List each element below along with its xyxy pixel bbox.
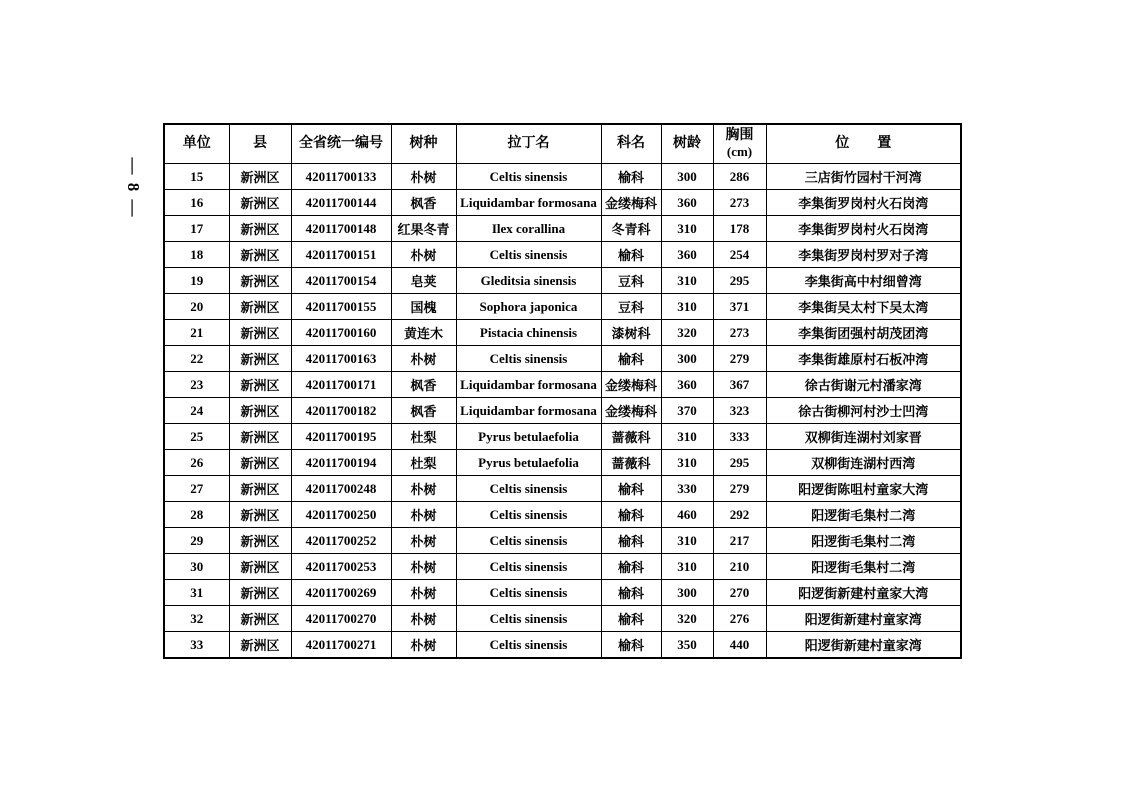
cell-girth: 178 [713, 216, 766, 242]
cell-unit: 26 [164, 450, 229, 476]
cell-girth: 273 [713, 320, 766, 346]
cell-girth: 286 [713, 164, 766, 190]
cell-location: 阳逻街毛集村二湾 [766, 528, 961, 554]
cell-location: 阳逻街新建村童家湾 [766, 606, 961, 632]
table-row [164, 268, 961, 294]
cell-province-id: 42011700133 [291, 164, 391, 190]
header-girth-label: 胸围 [725, 128, 754, 144]
cell-latin-name: Pyrus betulaefolia [456, 450, 601, 476]
cell-family: 蔷薇科 [601, 424, 661, 450]
cell-girth: 295 [713, 268, 766, 294]
cell-girth: 371 [713, 294, 766, 320]
header-girth-unit: (cm) [726, 143, 753, 159]
cell-girth: 270 [713, 580, 766, 606]
table-row [164, 580, 961, 606]
cell-location: 阳逻街陈咀村童家大湾 [766, 476, 961, 502]
cell-unit: 30 [164, 554, 229, 580]
table-row [164, 606, 961, 632]
table-row [164, 502, 961, 528]
cell-girth: 210 [713, 554, 766, 580]
cell-county: 新洲区 [229, 398, 291, 424]
table-row [164, 424, 961, 450]
cell-family: 榆科 [601, 580, 661, 606]
cell-location: 徐古街柳河村沙士凹湾 [766, 398, 961, 424]
cell-unit: 17 [164, 216, 229, 242]
cell-tree-age: 350 [661, 632, 713, 659]
cell-county: 新洲区 [229, 450, 291, 476]
cell-latin-name: Celtis sinensis [456, 242, 601, 268]
cell-province-id: 42011700252 [291, 528, 391, 554]
cell-girth: 440 [713, 632, 766, 659]
cell-tree-age: 360 [661, 190, 713, 216]
table-header-row [164, 124, 961, 164]
cell-latin-name: Celtis sinensis [456, 476, 601, 502]
cell-county: 新洲区 [229, 294, 291, 320]
cell-species: 朴树 [391, 632, 456, 659]
table-row [164, 476, 961, 502]
table-row [164, 632, 961, 659]
cell-county: 新洲区 [229, 528, 291, 554]
cell-tree-age: 300 [661, 346, 713, 372]
cell-county: 新洲区 [229, 502, 291, 528]
table-row [164, 320, 961, 346]
cell-county: 新洲区 [229, 320, 291, 346]
cell-species: 朴树 [391, 528, 456, 554]
cell-location: 李集街罗岗村火石岗湾 [766, 190, 961, 216]
cell-tree-age: 310 [661, 268, 713, 294]
header-province-id: 全省统一编号 [291, 124, 391, 164]
cell-species: 国槐 [391, 294, 456, 320]
cell-unit: 21 [164, 320, 229, 346]
cell-county: 新洲区 [229, 242, 291, 268]
cell-girth: 279 [713, 476, 766, 502]
cell-family: 漆树科 [601, 320, 661, 346]
table-row [164, 164, 961, 190]
cell-latin-name: Pyrus betulaefolia [456, 424, 601, 450]
cell-province-id: 42011700269 [291, 580, 391, 606]
cell-unit: 32 [164, 606, 229, 632]
table-row [164, 528, 961, 554]
cell-tree-age: 330 [661, 476, 713, 502]
cell-unit: 22 [164, 346, 229, 372]
cell-unit: 23 [164, 372, 229, 398]
cell-province-id: 42011700270 [291, 606, 391, 632]
cell-tree-age: 320 [661, 606, 713, 632]
cell-family: 豆科 [601, 268, 661, 294]
cell-latin-name: Celtis sinensis [456, 606, 601, 632]
cell-tree-age: 310 [661, 424, 713, 450]
cell-family: 金缕梅科 [601, 398, 661, 424]
table-row [164, 216, 961, 242]
cell-family: 豆科 [601, 294, 661, 320]
cell-girth: 367 [713, 372, 766, 398]
cell-province-id: 42011700171 [291, 372, 391, 398]
cell-latin-name: Ilex corallina [456, 216, 601, 242]
cell-tree-age: 310 [661, 554, 713, 580]
cell-latin-name: Gleditsia sinensis [456, 268, 601, 294]
header-location: 位 置 [766, 124, 961, 164]
cell-county: 新洲区 [229, 190, 291, 216]
cell-unit: 16 [164, 190, 229, 216]
cell-family: 冬青科 [601, 216, 661, 242]
cell-species: 枫香 [391, 190, 456, 216]
table-row [164, 242, 961, 268]
cell-tree-age: 370 [661, 398, 713, 424]
cell-latin-name: Celtis sinensis [456, 502, 601, 528]
cell-family: 榆科 [601, 554, 661, 580]
cell-province-id: 42011700253 [291, 554, 391, 580]
cell-province-id: 42011700271 [291, 632, 391, 659]
cell-tree-age: 300 [661, 580, 713, 606]
cell-latin-name: Liquidambar formosana [456, 190, 601, 216]
cell-province-id: 42011700160 [291, 320, 391, 346]
cell-species: 杜梨 [391, 450, 456, 476]
header-species: 树种 [391, 124, 456, 164]
cell-family: 榆科 [601, 346, 661, 372]
cell-family: 榆科 [601, 476, 661, 502]
cell-unit: 18 [164, 242, 229, 268]
cell-family: 金缕梅科 [601, 190, 661, 216]
cell-county: 新洲区 [229, 632, 291, 659]
table-row [164, 554, 961, 580]
cell-province-id: 42011700194 [291, 450, 391, 476]
cell-unit: 20 [164, 294, 229, 320]
cell-latin-name: Pistacia chinensis [456, 320, 601, 346]
cell-girth: 217 [713, 528, 766, 554]
cell-location: 李集街罗岗村火石岗湾 [766, 216, 961, 242]
cell-latin-name: Celtis sinensis [456, 554, 601, 580]
cell-county: 新洲区 [229, 554, 291, 580]
cell-latin-name: Celtis sinensis [456, 164, 601, 190]
cell-county: 新洲区 [229, 580, 291, 606]
cell-family: 榆科 [601, 502, 661, 528]
table-body [164, 164, 961, 659]
header-latin-name: 拉丁名 [456, 124, 601, 164]
cell-county: 新洲区 [229, 268, 291, 294]
cell-family: 榆科 [601, 528, 661, 554]
cell-province-id: 42011700154 [291, 268, 391, 294]
cell-girth: 276 [713, 606, 766, 632]
cell-county: 新洲区 [229, 476, 291, 502]
header-county: 县 [229, 124, 291, 164]
cell-latin-name: Liquidambar formosana [456, 398, 601, 424]
cell-unit: 27 [164, 476, 229, 502]
cell-tree-age: 360 [661, 242, 713, 268]
cell-unit: 24 [164, 398, 229, 424]
cell-county: 新洲区 [229, 216, 291, 242]
table-row [164, 294, 961, 320]
cell-species: 枫香 [391, 372, 456, 398]
cell-unit: 33 [164, 632, 229, 659]
cell-province-id: 42011700151 [291, 242, 391, 268]
cell-province-id: 42011700148 [291, 216, 391, 242]
cell-girth: 254 [713, 242, 766, 268]
cell-girth: 292 [713, 502, 766, 528]
ancient-trees-table [163, 123, 962, 659]
cell-location: 李集街团强村胡茂团湾 [766, 320, 961, 346]
cell-species: 朴树 [391, 242, 456, 268]
cell-unit: 31 [164, 580, 229, 606]
cell-location: 双柳街连湖村刘家晋 [766, 424, 961, 450]
cell-location: 阳逻街毛集村二湾 [766, 554, 961, 580]
cell-latin-name: Celtis sinensis [456, 346, 601, 372]
cell-location: 阳逻街新建村童家湾 [766, 632, 961, 659]
cell-unit: 25 [164, 424, 229, 450]
cell-county: 新洲区 [229, 372, 291, 398]
cell-unit: 29 [164, 528, 229, 554]
cell-county: 新洲区 [229, 164, 291, 190]
cell-location: 李集街雄原村石板冲湾 [766, 346, 961, 372]
cell-family: 蔷薇科 [601, 450, 661, 476]
cell-tree-age: 310 [661, 450, 713, 476]
table-row [164, 450, 961, 476]
cell-location: 李集街高中村细曾湾 [766, 268, 961, 294]
cell-girth: 279 [713, 346, 766, 372]
cell-family: 榆科 [601, 632, 661, 659]
cell-location: 阳逻街新建村童家大湾 [766, 580, 961, 606]
cell-species: 黄连木 [391, 320, 456, 346]
cell-county: 新洲区 [229, 424, 291, 450]
cell-province-id: 42011700248 [291, 476, 391, 502]
cell-latin-name: Celtis sinensis [456, 528, 601, 554]
header-family: 科名 [601, 124, 661, 164]
cell-province-id: 42011700144 [291, 190, 391, 216]
cell-species: 杜梨 [391, 424, 456, 450]
header-unit: 单位 [164, 124, 229, 164]
cell-province-id: 42011700163 [291, 346, 391, 372]
cell-tree-age: 320 [661, 320, 713, 346]
cell-unit: 15 [164, 164, 229, 190]
cell-province-id: 42011700182 [291, 398, 391, 424]
cell-unit: 28 [164, 502, 229, 528]
cell-species: 朴树 [391, 476, 456, 502]
cell-species: 朴树 [391, 502, 456, 528]
cell-family: 榆科 [601, 606, 661, 632]
cell-tree-age: 310 [661, 294, 713, 320]
cell-species: 朴树 [391, 606, 456, 632]
header-tree-age: 树龄 [661, 124, 713, 164]
cell-tree-age: 360 [661, 372, 713, 398]
table-row [164, 190, 961, 216]
table-row [164, 346, 961, 372]
table-row [164, 372, 961, 398]
cell-location: 李集街罗岗村罗对子湾 [766, 242, 961, 268]
cell-location: 阳逻街毛集村二湾 [766, 502, 961, 528]
cell-latin-name: Sophora japonica [456, 294, 601, 320]
cell-latin-name: Celtis sinensis [456, 580, 601, 606]
cell-province-id: 42011700195 [291, 424, 391, 450]
cell-girth: 295 [713, 450, 766, 476]
cell-species: 红果冬青 [391, 216, 456, 242]
cell-girth: 273 [713, 190, 766, 216]
cell-girth: 333 [713, 424, 766, 450]
cell-tree-age: 300 [661, 164, 713, 190]
cell-county: 新洲区 [229, 606, 291, 632]
cell-tree-age: 310 [661, 216, 713, 242]
cell-province-id: 42011700155 [291, 294, 391, 320]
cell-species: 枫香 [391, 398, 456, 424]
cell-species: 朴树 [391, 346, 456, 372]
cell-unit: 19 [164, 268, 229, 294]
cell-location: 徐古街谢元村潘家湾 [766, 372, 961, 398]
cell-tree-age: 310 [661, 528, 713, 554]
cell-girth: 323 [713, 398, 766, 424]
cell-species: 朴树 [391, 164, 456, 190]
cell-location: 双柳街连湖村西湾 [766, 450, 961, 476]
header-girth [713, 124, 766, 164]
cell-county: 新洲区 [229, 346, 291, 372]
cell-family: 榆科 [601, 242, 661, 268]
cell-species: 朴树 [391, 580, 456, 606]
cell-family: 榆科 [601, 164, 661, 190]
cell-province-id: 42011700250 [291, 502, 391, 528]
cell-latin-name: Liquidambar formosana [456, 372, 601, 398]
cell-tree-age: 460 [661, 502, 713, 528]
cell-latin-name: Celtis sinensis [456, 632, 601, 659]
vertical-page-number: — 8 — [124, 157, 143, 219]
table-row [164, 398, 961, 424]
cell-species: 朴树 [391, 554, 456, 580]
cell-family: 金缕梅科 [601, 372, 661, 398]
cell-location: 三店街竹园村干河湾 [766, 164, 961, 190]
cell-location: 李集街吴太村下吴太湾 [766, 294, 961, 320]
cell-species: 皂荚 [391, 268, 456, 294]
